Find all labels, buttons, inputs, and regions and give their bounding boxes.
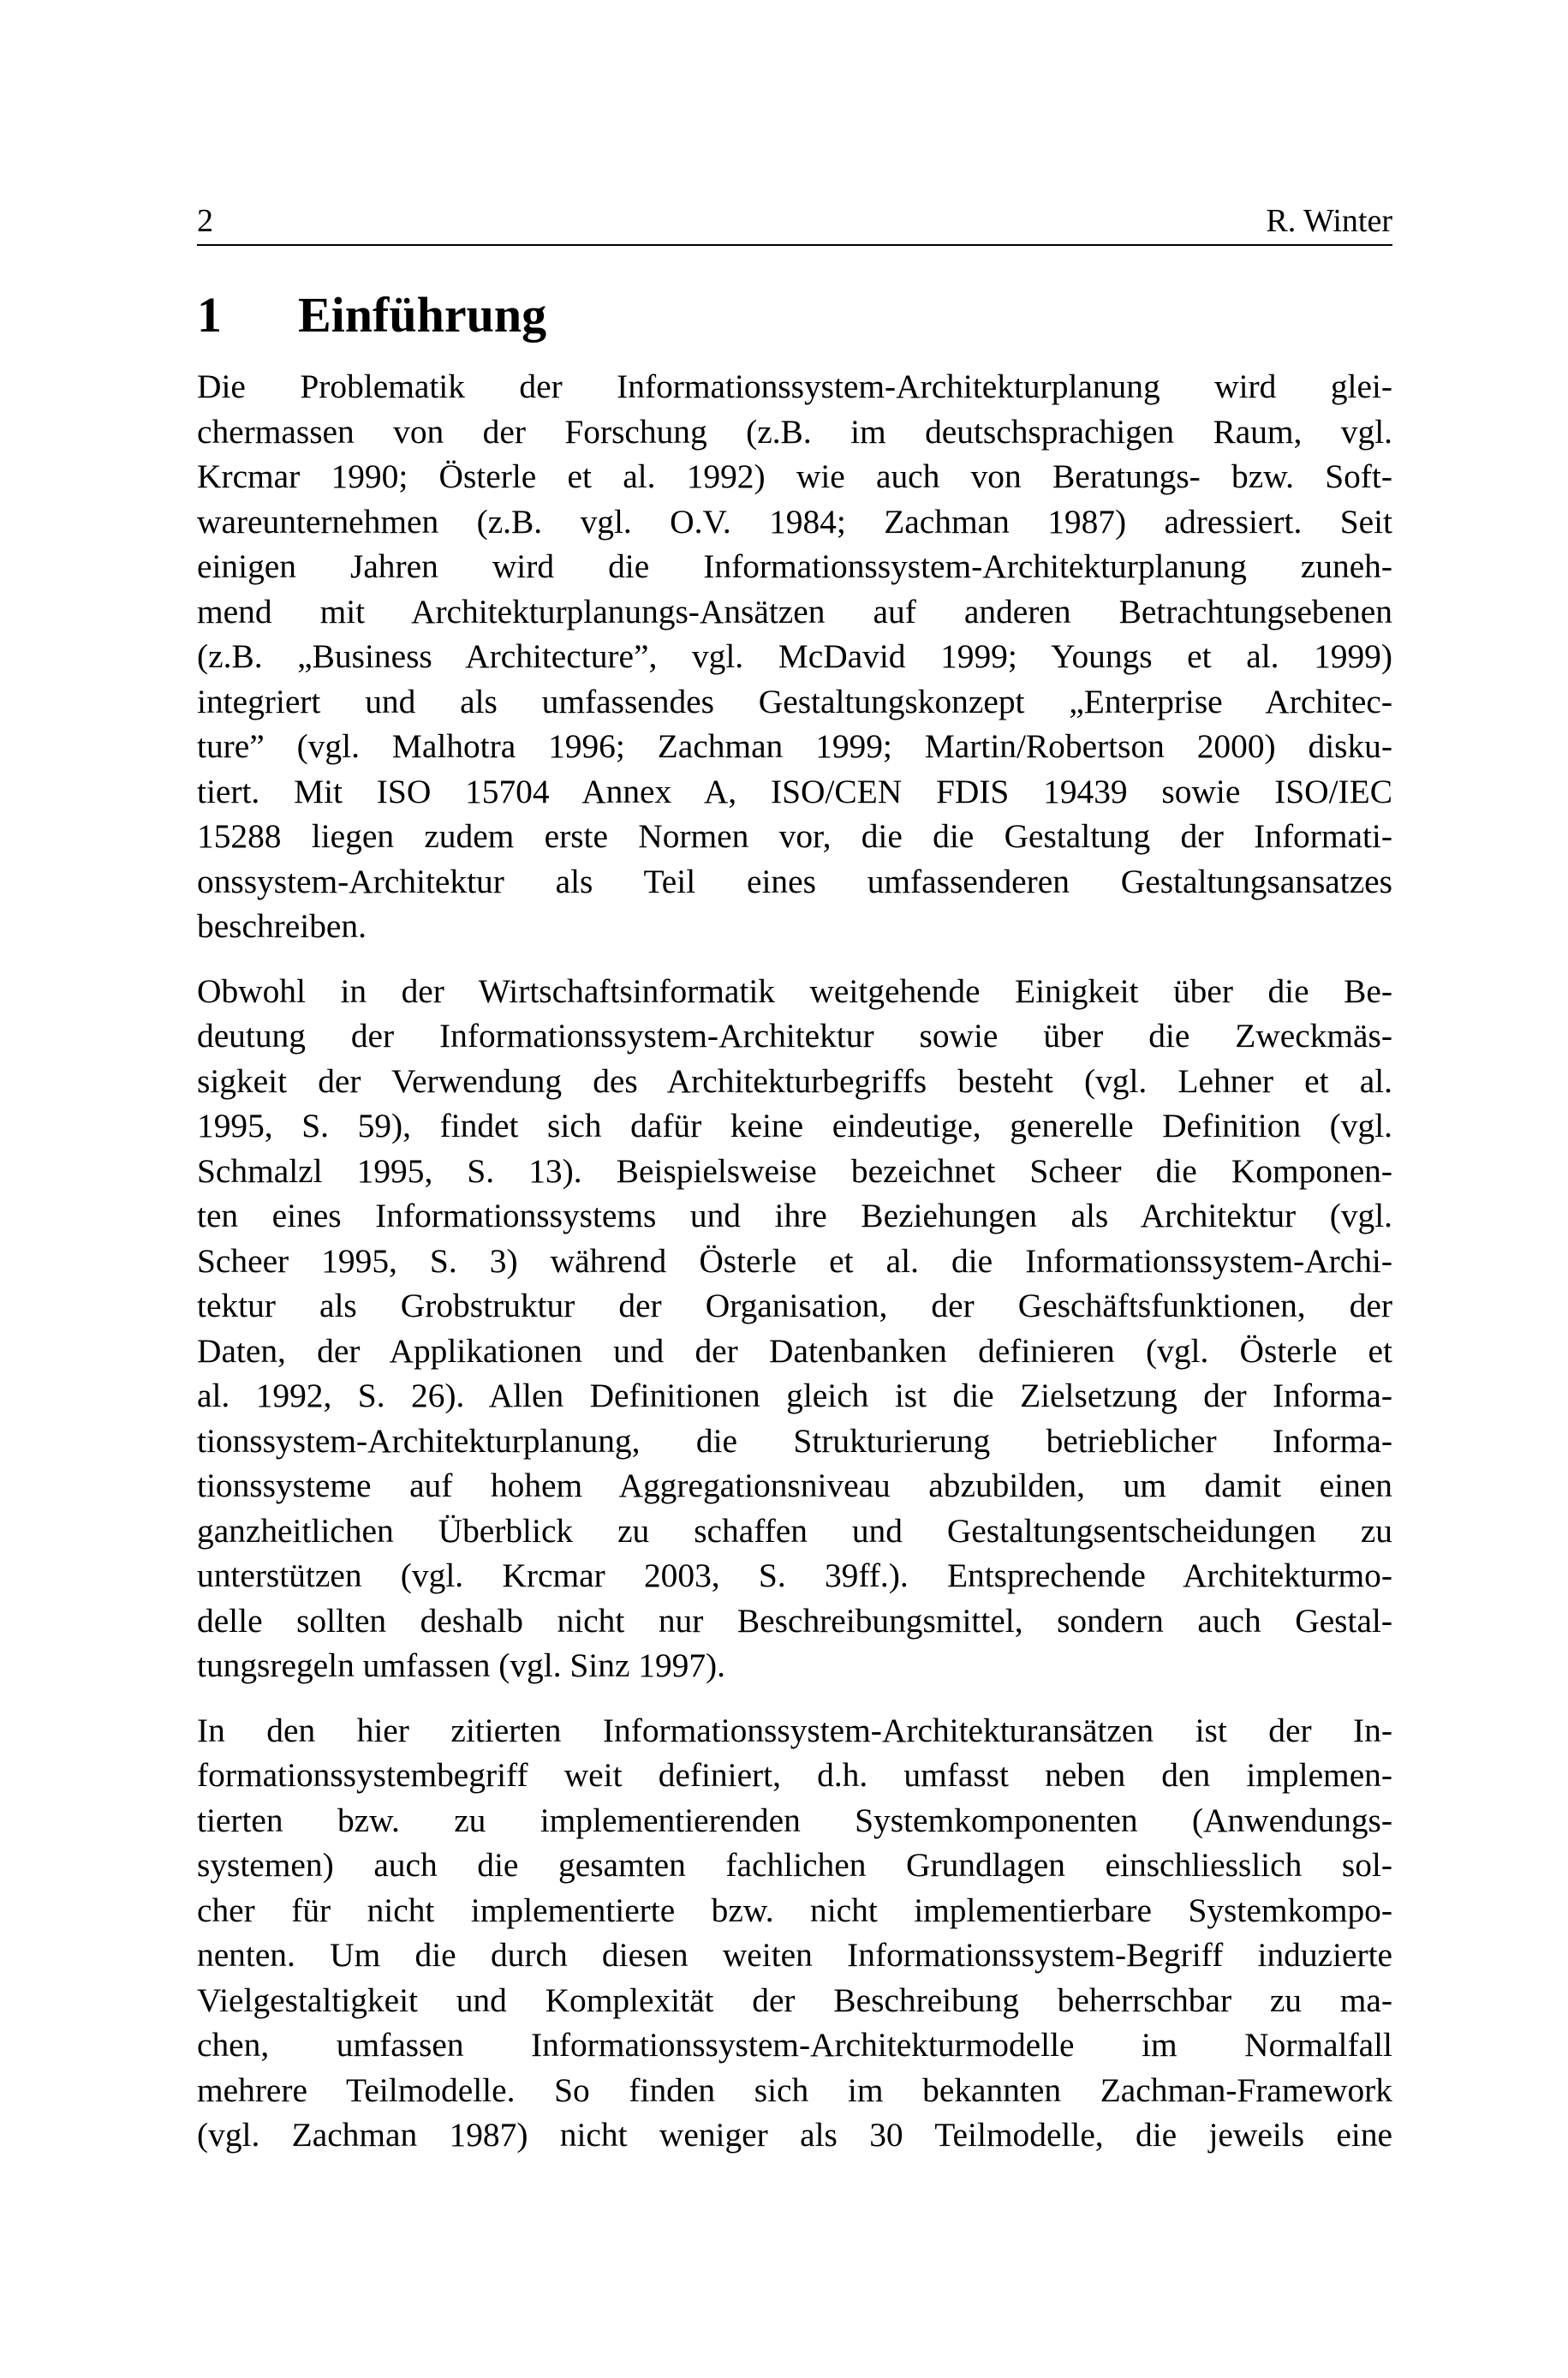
- paragraph: [197, 364, 1392, 949]
- text-line: al. 1992, S. 26). Allen Definitionen gleich ist die Zielsetzung der Informa-: [197, 1377, 1392, 1414]
- text-line: chermassen von der Forschung (z.B. im deutschsprachigen Raum, vgl.: [197, 412, 1392, 451]
- text-line: Vielgestaltigkeit und Komplexität der Beschreibung beherrschbar zu ma-: [197, 1981, 1392, 2019]
- text-line: cher für nicht implementierte bzw. nicht implementierbare Systemkompo-: [197, 1891, 1392, 1929]
- text-line: Daten, der Applikationen und der Datenbanken definieren (vgl. Österle et: [197, 1331, 1392, 1370]
- chapter-heading: [197, 285, 1392, 345]
- text-line: onssystem-Architektur als Teil eines umfassenderen Gestaltungsansatzes: [197, 862, 1392, 900]
- text-line: Krcmar 1990; Österle et al. 1992) wie auch von Beratungs- bzw. Soft-: [197, 457, 1392, 495]
- text-line: ganzheitlichen Überblick zu schaffen und Gestaltungsentscheidungen zu: [197, 1511, 1392, 1550]
- text-line: (vgl. Zachman 1987) nicht weniger als 30 Teilmodelle, die jeweils eine: [197, 2116, 1392, 2154]
- text-line: mehrere Teilmodelle. So finden sich im bekannten Zachman-Framework: [197, 2070, 1392, 2109]
- text-line: 1995, S. 59), findet sich dafür keine eindeutige, generelle Definition (vgl.: [197, 1107, 1392, 1144]
- text-line: tiert. Mit ISO 15704 Annex A, ISO/CEN FDIS 19439 sowie ISO/IEC: [197, 772, 1392, 810]
- text-line: (z.B. „Business Architecture”, vgl. McDavid 1999; Youngs et al. 1999): [197, 637, 1392, 675]
- text-line: Obwohl in der Wirtschaftsinformatik weitgehende Einigkeit über die Be-: [197, 971, 1392, 1010]
- body-text: [197, 364, 1392, 2158]
- text-line: 15288 liegen zudem erste Normen vor, die die Gestaltung der Informati-: [197, 817, 1392, 855]
- text-line: einigen Jahren wird die Informationssystem-Architekturplanung zuneh-: [197, 547, 1392, 585]
- running-header: [197, 201, 1392, 246]
- text-line: tierten bzw. zu implementierenden Systemkomponenten (Anwendungs-: [197, 1801, 1392, 1839]
- chapter-number: 1: [197, 287, 222, 343]
- text-line: Scheer 1995, S. 3) während Österle et al. die Informationssystem-Archi-: [197, 1241, 1392, 1280]
- text-line: beschreiben.: [197, 907, 367, 945]
- text-line: Schmalzl 1995, S. 13). Beispielsweise bezeichnet Scheer die Komponen-: [197, 1151, 1392, 1190]
- text-line: tektur als Grobstruktur der Organisation, der Geschäftsfunktionen, der: [197, 1287, 1392, 1324]
- document-page: [197, 201, 1392, 2178]
- text-line: tionssysteme auf hohem Aggregationsniveau abzubilden, um damit einen: [197, 1467, 1392, 1504]
- text-line: chen, umfassen Informationssystem-Architekturmodelle im Normalfall: [197, 2026, 1392, 2064]
- text-line: tungsregeln umfassen (vgl. Sinz 1997).: [197, 1646, 726, 1684]
- text-line: wareunternehmen (z.B. vgl. O.V. 1984; Zachman 1987) adressiert. Seit: [197, 502, 1392, 541]
- paragraph: [197, 969, 1392, 1688]
- text-line: In den hier zitierten Informationssystem-Architekturansätzen ist der In-: [197, 1711, 1392, 1749]
- text-line: deutung der Informationssystem-Architektur sowie über die Zweckmäs-: [197, 1017, 1392, 1055]
- text-line: tionssystem-Architekturplanung, die Strukturierung betrieblicher Informa-: [197, 1421, 1392, 1460]
- text-line: Die Problematik der Informationssystem-Architekturplanung wird glei-: [197, 367, 1392, 405]
- text-line: delle sollten deshalb nicht nur Beschreibungsmittel, sondern auch Gestal-: [197, 1601, 1392, 1640]
- text-line: systemen) auch die gesamten fachlichen Grundlagen einschliesslich sol-: [197, 1846, 1392, 1884]
- text-line: ture” (vgl. Malhotra 1996; Zachman 1999; Martin/Robertson 2000) disku-: [197, 727, 1392, 765]
- chapter-title: Einführung: [298, 287, 547, 343]
- paragraph: [197, 1708, 1392, 2158]
- text-line: sigkeit der Verwendung des Architekturbegriffs besteht (vgl. Lehner et al.: [197, 1061, 1392, 1100]
- text-line: nenten. Um die durch diesen weiten Informationssystem-Begriff induzierte: [197, 1936, 1392, 1974]
- text-line: formationssystembegriff weit definiert, d.h. umfasst neben den implemen-: [197, 1756, 1392, 1794]
- text-line: unterstützen (vgl. Krcmar 2003, S. 39ff.). Entsprechende Architekturmo-: [197, 1556, 1392, 1594]
- text-line: mend mit Architekturplanungs-Ansätzen auf anderen Betrachtungsebenen: [197, 592, 1392, 630]
- running-head-author: R. Winter: [1266, 203, 1392, 239]
- text-line: ten eines Informationssystems und ihre Beziehungen als Architektur (vgl.: [197, 1197, 1392, 1234]
- text-line: integriert und als umfassendes Gestaltungskonzept „Enterprise Architec-: [197, 682, 1392, 720]
- page-number: 2: [197, 203, 213, 239]
